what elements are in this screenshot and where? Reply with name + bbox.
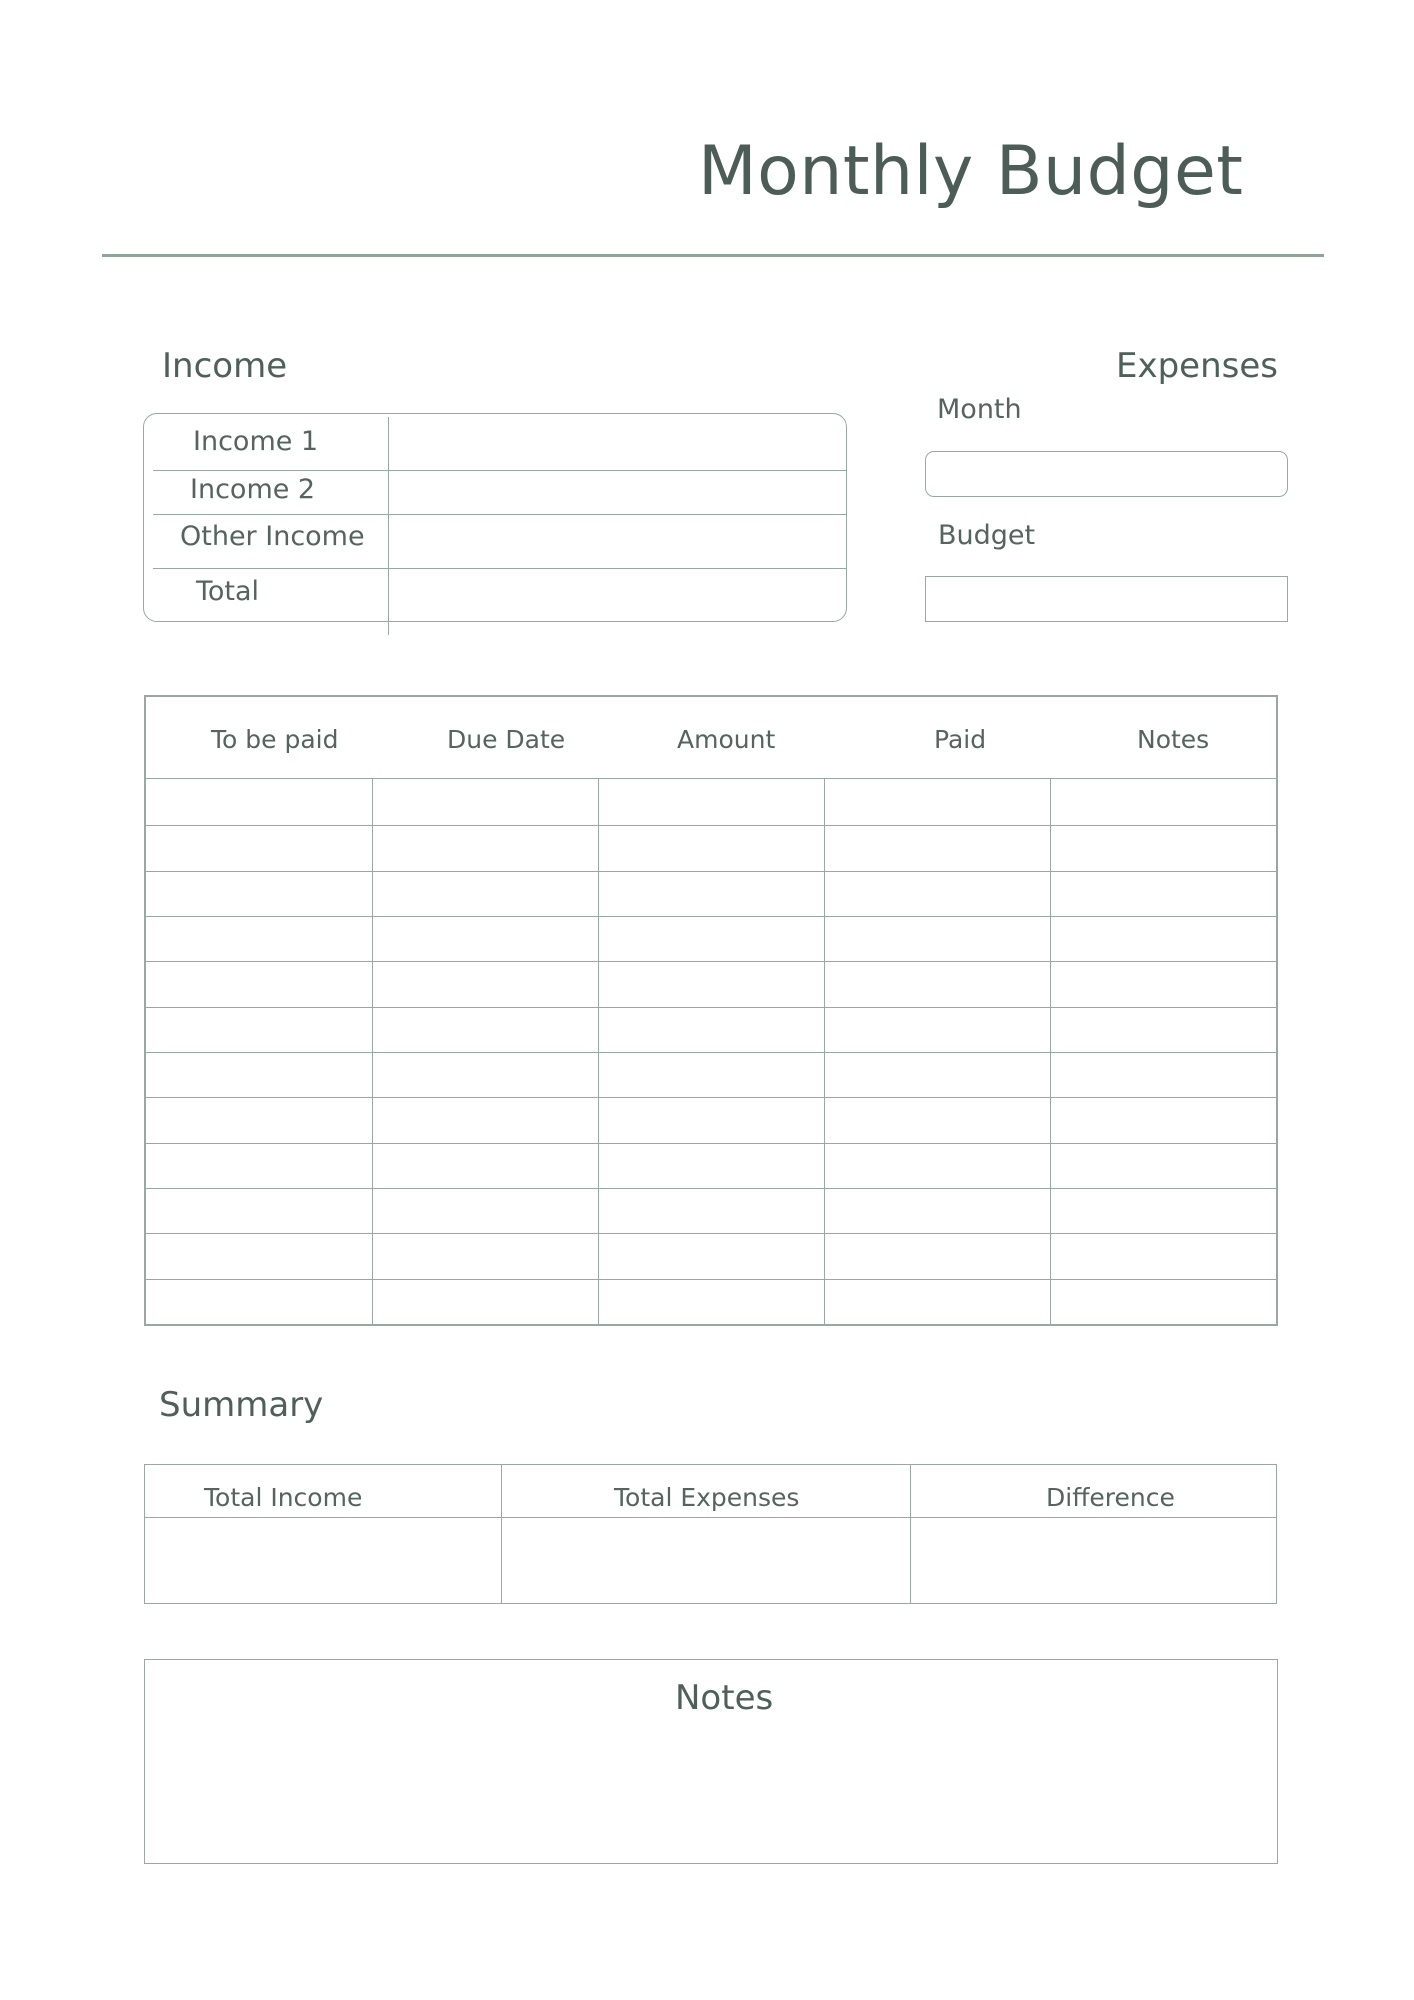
table-cell[interactable] (601, 1010, 821, 1049)
table-cell[interactable] (601, 1236, 821, 1275)
income-1-label: Income 1 (193, 426, 319, 457)
month-input[interactable] (925, 451, 1288, 497)
summary-column-divider (910, 1464, 911, 1604)
table-cell[interactable] (149, 1100, 369, 1139)
table-cell[interactable] (149, 1055, 369, 1094)
table-cell[interactable] (1053, 964, 1273, 1003)
table-row-line (146, 1007, 1276, 1008)
table-header-divider (144, 778, 1278, 779)
title-divider (102, 254, 1324, 257)
table-cell[interactable] (827, 1146, 1047, 1185)
income-row-line (153, 470, 847, 471)
table-cell[interactable] (601, 783, 821, 822)
table-cell[interactable] (601, 919, 821, 958)
difference-field[interactable] (912, 1520, 1276, 1602)
table-cell[interactable] (1053, 1282, 1273, 1321)
column-notes: Notes (1137, 725, 1210, 754)
table-cell[interactable] (375, 1236, 595, 1275)
table-cell[interactable] (375, 828, 595, 867)
table-cell[interactable] (827, 1010, 1047, 1049)
table-row-line (146, 1143, 1276, 1144)
table-cell[interactable] (149, 1236, 369, 1275)
table-row-line (146, 1233, 1276, 1234)
table-cell[interactable] (149, 874, 369, 913)
table-cell[interactable] (149, 1146, 369, 1185)
total-income-header: Total Income (204, 1483, 363, 1512)
table-row-line (146, 1052, 1276, 1053)
budget-input[interactable] (925, 576, 1288, 622)
table-cell[interactable] (149, 1282, 369, 1321)
summary-header-divider (144, 1517, 1277, 1518)
table-cell[interactable] (827, 919, 1047, 958)
table-cell[interactable] (827, 1191, 1047, 1230)
summary-heading: Summary (159, 1385, 324, 1425)
table-cell[interactable] (1053, 919, 1273, 958)
income-row-line (153, 514, 847, 515)
table-cell[interactable] (1053, 1010, 1273, 1049)
table-cell[interactable] (601, 1055, 821, 1094)
budget-label: Budget (938, 520, 1036, 551)
summary-column-divider (501, 1464, 502, 1604)
notes-field[interactable] (160, 1735, 1260, 1855)
table-cell[interactable] (827, 1282, 1047, 1321)
table-cell[interactable] (827, 874, 1047, 913)
table-cell[interactable] (375, 783, 595, 822)
table-cell[interactable] (375, 919, 595, 958)
table-cell[interactable] (1053, 1236, 1273, 1275)
table-row-line (146, 1097, 1276, 1098)
notes-heading: Notes (675, 1678, 774, 1718)
income-divider (388, 417, 389, 635)
table-cell[interactable] (375, 1100, 595, 1139)
income-1-field[interactable] (396, 420, 836, 466)
table-cell[interactable] (1053, 1191, 1273, 1230)
table-cell[interactable] (375, 1010, 595, 1049)
table-cell[interactable] (375, 1282, 595, 1321)
income-2-field[interactable] (396, 474, 836, 512)
income-2-label: Income 2 (190, 474, 316, 505)
table-cell[interactable] (827, 1055, 1047, 1094)
table-cell[interactable] (827, 1236, 1047, 1275)
table-row-line (146, 1279, 1276, 1280)
expenses-heading: Expenses (1116, 346, 1278, 386)
table-cell[interactable] (149, 919, 369, 958)
table-row-line (146, 916, 1276, 917)
page-title: Monthly Budget (698, 132, 1244, 211)
table-cell[interactable] (149, 964, 369, 1003)
table-cell[interactable] (601, 964, 821, 1003)
other-income-field[interactable] (396, 518, 836, 564)
table-cell[interactable] (827, 783, 1047, 822)
table-cell[interactable] (827, 828, 1047, 867)
table-cell[interactable] (375, 874, 595, 913)
table-cell[interactable] (1053, 874, 1273, 913)
table-cell[interactable] (1053, 1055, 1273, 1094)
table-cell[interactable] (601, 1191, 821, 1230)
table-row-line (146, 825, 1276, 826)
table-row-line (146, 1188, 1276, 1189)
table-cell[interactable] (601, 874, 821, 913)
table-cell[interactable] (1053, 1146, 1273, 1185)
income-heading: Income (162, 346, 288, 386)
table-cell[interactable] (149, 828, 369, 867)
column-to-be-paid: To be paid (211, 725, 339, 754)
table-cell[interactable] (601, 1100, 821, 1139)
table-cell[interactable] (1053, 783, 1273, 822)
table-cell[interactable] (1053, 1100, 1273, 1139)
table-cell[interactable] (1053, 828, 1273, 867)
month-label: Month (937, 394, 1022, 425)
column-amount: Amount (677, 725, 776, 754)
total-expenses-field[interactable] (503, 1520, 909, 1602)
table-cell[interactable] (375, 964, 595, 1003)
total-expenses-header: Total Expenses (614, 1483, 800, 1512)
column-paid: Paid (934, 725, 987, 754)
table-cell[interactable] (601, 828, 821, 867)
table-cell[interactable] (375, 1191, 595, 1230)
table-cell[interactable] (149, 1010, 369, 1049)
table-cell[interactable] (827, 964, 1047, 1003)
income-total-field[interactable] (396, 572, 836, 616)
other-income-label: Other Income (180, 521, 365, 552)
table-row-line (146, 871, 1276, 872)
total-income-field[interactable] (146, 1520, 500, 1602)
table-cell[interactable] (601, 1146, 821, 1185)
table-cell[interactable] (375, 1055, 595, 1094)
table-cell[interactable] (827, 1100, 1047, 1139)
income-total-label: Total (196, 576, 260, 607)
table-cell[interactable] (601, 1282, 821, 1321)
income-row-line (153, 568, 847, 569)
column-due-date: Due Date (447, 725, 566, 754)
difference-header: Difference (1046, 1483, 1175, 1512)
table-row-line (146, 961, 1276, 962)
table-cell[interactable] (375, 1146, 595, 1185)
table-cell[interactable] (149, 1191, 369, 1230)
table-cell[interactable] (149, 783, 369, 822)
